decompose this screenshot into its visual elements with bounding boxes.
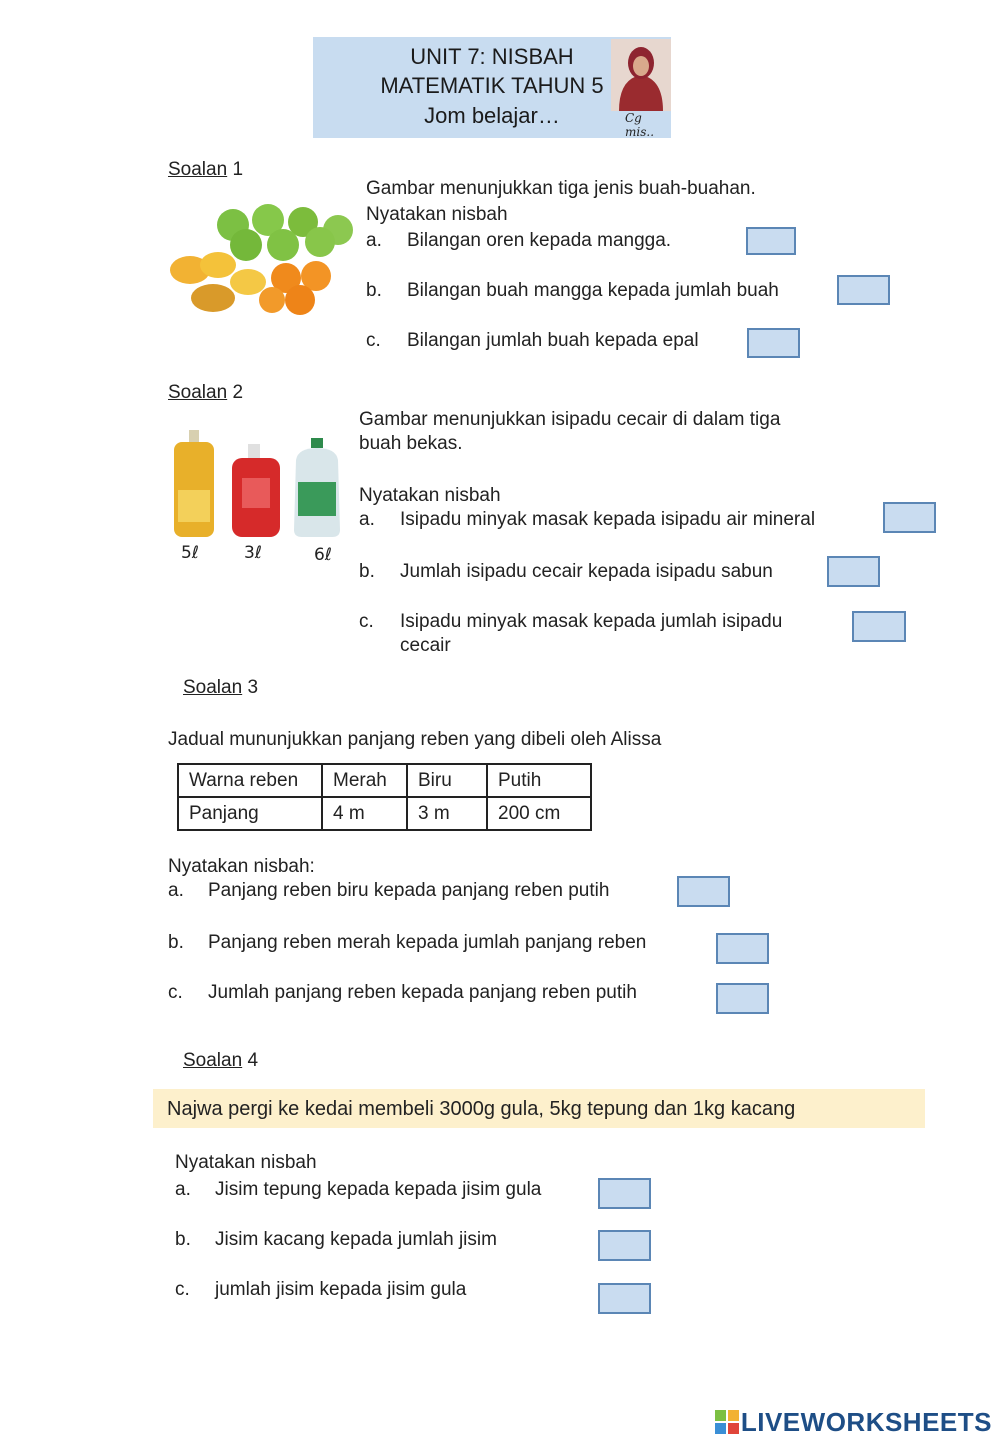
orange-icons: [259, 261, 331, 315]
q3-a-text: Panjang reben biru kepada panjang reben putih: [208, 880, 610, 901]
q2-b-text: Jumlah isipadu cecair kepada isipadu sabun: [400, 561, 773, 582]
q4-a-letter: a.: [175, 1179, 191, 1200]
q2-a-letter: a.: [359, 509, 375, 530]
q3-a-letter: a.: [168, 880, 184, 901]
q1-c-letter: c.: [366, 330, 381, 351]
liveworksheets-logo[interactable]: [715, 1407, 992, 1438]
title-banner: [313, 37, 671, 138]
q2-title: Soalan 2: [168, 382, 244, 403]
q4-c-answer-box[interactable]: [598, 1283, 651, 1314]
q2-b-letter: b.: [359, 561, 375, 582]
q3-c-text: Jumlah panjang reben kepada panjang reben putih: [208, 982, 637, 1003]
soap-volume-label: 3ℓ: [244, 543, 262, 563]
table-cell: Merah: [322, 764, 407, 797]
q1-b-letter: b.: [366, 280, 382, 301]
detergent-bottle-icon: [232, 444, 280, 537]
cooking-oil-bottle-icon: [174, 430, 214, 537]
q4-c-text: jumlah jisim kepada jisim gula: [215, 1279, 467, 1300]
table-cell: 4 m: [322, 797, 407, 830]
q1-a-text: Bilangan oren kepada mangga.: [407, 230, 672, 251]
ribbon-table: [177, 763, 592, 831]
q2-c-text-cont: cecair: [400, 635, 451, 656]
bottles-image: [168, 430, 348, 540]
q1-b-text: Bilangan buah mangga kepada jumlah buah: [407, 280, 779, 301]
q2-a-answer-box[interactable]: [883, 502, 936, 533]
q2-prompt: Nyatakan nisbah: [359, 485, 501, 506]
table-cell: 200 cm: [487, 797, 591, 830]
q4-prompt: Nyatakan nisbah: [175, 1152, 317, 1173]
q3-intro: Jadual mununjukkan panjang reben yang dibeli oleh Alissa: [168, 729, 662, 750]
signature: Cg mis..: [625, 111, 655, 139]
lws-mark-icon: [715, 1410, 739, 1434]
table-cell: Warna reben: [178, 764, 322, 797]
q2-c-text: Isipadu minyak masak kepada jumlah isipadu: [400, 611, 783, 632]
fruits-image: [168, 200, 363, 325]
q1-b-answer-box[interactable]: [837, 275, 890, 305]
q3-prompt: Nyatakan nisbah:: [168, 856, 315, 877]
oil-volume-label: 5ℓ: [181, 543, 199, 563]
q3-a-answer-box[interactable]: [677, 876, 730, 907]
q4-b-text: Jisim kacang kepada jumlah jisim: [215, 1229, 497, 1250]
q4-b-letter: b.: [175, 1229, 191, 1250]
q4-highlight-box: [153, 1089, 925, 1128]
q4-a-text: Jisim tepung kepada kepada jisim gula: [215, 1179, 542, 1200]
mineral-water-bottle-icon: [294, 438, 340, 537]
subject-title: MATEMATIK TAHUN 5: [380, 73, 604, 98]
teacher-avatar: [611, 39, 671, 111]
q2-b-answer-box[interactable]: [827, 556, 880, 587]
q1-c-answer-box[interactable]: [747, 328, 800, 358]
q1-title: Soalan 1: [168, 159, 244, 180]
unit-title: UNIT 7: NISBAH: [410, 44, 574, 69]
q2-intro-line1: Gambar menunjukkan isipadu cecair di dalam tiga: [359, 409, 781, 430]
table-header-row: [178, 764, 591, 797]
table-cell: Biru: [407, 764, 487, 797]
q3-c-letter: c.: [168, 982, 183, 1003]
q4-title: Soalan 4: [183, 1050, 259, 1071]
q1-prompt: Nyatakan nisbah: [366, 204, 508, 225]
q1-a-letter: a.: [366, 230, 382, 251]
q1-a-answer-box[interactable]: [746, 227, 796, 255]
q3-title: Soalan 3: [183, 677, 259, 698]
table-cell: Panjang: [178, 797, 322, 830]
apple-icons: [217, 204, 353, 261]
q1-intro: Gambar menunjukkan tiga jenis buah-buahan.: [366, 178, 756, 199]
q4-c-letter: c.: [175, 1279, 190, 1300]
q1-c-text: Bilangan jumlah buah kepada epal: [407, 330, 699, 351]
mango-icons: [170, 252, 266, 312]
water-volume-label: 6ℓ: [314, 545, 332, 565]
logo-text: LIVEWORKSHEETS: [740, 1407, 992, 1437]
q3-c-answer-box[interactable]: [716, 983, 769, 1014]
q4-a-answer-box[interactable]: [598, 1178, 651, 1209]
q3-b-letter: b.: [168, 932, 184, 953]
q2-c-answer-box[interactable]: [852, 611, 906, 642]
q3-b-text: Panjang reben merah kepada jumlah panjang reben: [208, 932, 647, 953]
q2-a-text: Isipadu minyak masak kepada isipadu air mineral: [400, 509, 816, 530]
table-cell: 3 m: [407, 797, 487, 830]
table-cell: Putih: [487, 764, 591, 797]
q4-statement: Najwa pergi ke kedai membeli 3000g gula, 5kg tepung dan 1kg kacang: [167, 1098, 796, 1120]
q2-intro-line2: buah bekas.: [359, 433, 463, 454]
tagline: Jom belajar…: [424, 103, 560, 128]
table-row: [178, 797, 591, 830]
q2-c-letter: c.: [359, 611, 374, 632]
q4-b-answer-box[interactable]: [598, 1230, 651, 1261]
q3-b-answer-box[interactable]: [716, 933, 769, 964]
